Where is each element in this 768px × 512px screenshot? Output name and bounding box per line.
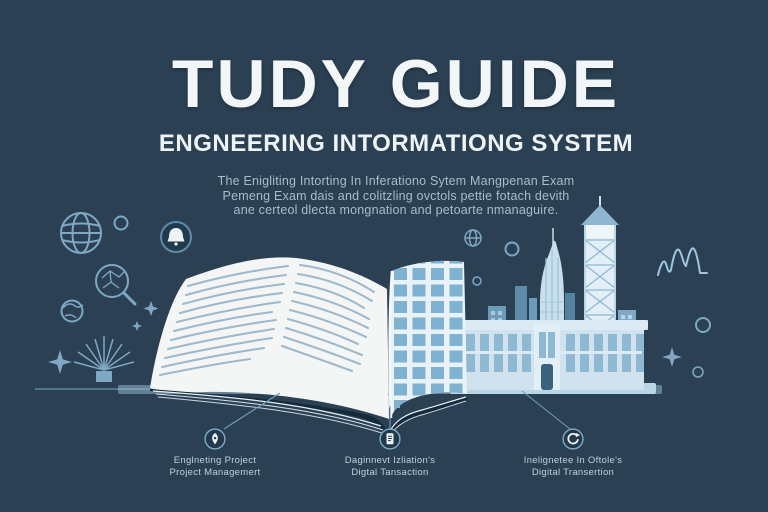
callout-label-line: Daginnevt Izliation's bbox=[344, 455, 436, 466]
ring-decoration bbox=[506, 243, 519, 256]
description-line: The Enigliting Intorting In Inferationo Sytem Mangpenan Exam bbox=[217, 174, 575, 188]
facade-building bbox=[456, 320, 648, 390]
sparkle-icon bbox=[48, 350, 72, 374]
line-graph-icon bbox=[658, 248, 707, 275]
bell-icon bbox=[161, 222, 191, 252]
callout-project-management bbox=[135, 428, 295, 478]
globe-icon bbox=[61, 213, 101, 253]
ring-decoration bbox=[693, 367, 703, 377]
callout-label-line: Digital Transertion bbox=[531, 466, 615, 478]
description-line: Pemeng Exam dais and colitzling ovctols pettie fotach devith bbox=[222, 188, 570, 203]
callout-label-line: Project Managemert bbox=[169, 466, 261, 478]
sparkle-icon bbox=[132, 321, 142, 331]
callout-label bbox=[135, 455, 295, 478]
magnifier-icon bbox=[96, 265, 135, 304]
description-line: ane certeol dlecta mongnation and petoarte nmanaguire. bbox=[233, 203, 559, 217]
refresh-icon bbox=[562, 428, 584, 450]
ring-decoration bbox=[473, 277, 481, 285]
callout-label bbox=[493, 455, 653, 478]
ring-decoration bbox=[115, 217, 128, 230]
document-icon bbox=[379, 428, 401, 450]
page-subtitle: ENGNEERING INTORMATIONG SYSTEM bbox=[158, 130, 634, 157]
globe-icon bbox=[465, 230, 481, 246]
earth-icon bbox=[62, 301, 84, 322]
rays-icon bbox=[74, 336, 134, 382]
open-book-illustration bbox=[150, 257, 467, 437]
callout-label-line: Digtal Tansaction bbox=[351, 466, 429, 478]
callout-label-line: Inelignetee In Oftole's bbox=[523, 455, 623, 466]
ring-decoration bbox=[696, 318, 710, 332]
callout-label-line: Englneting Project bbox=[173, 455, 257, 466]
sparkle-icon bbox=[662, 347, 682, 367]
page-title: TUDY GUIDE bbox=[171, 46, 621, 122]
description-paragraph bbox=[161, 174, 631, 218]
header bbox=[12, 46, 768, 218]
sparkle-icon bbox=[144, 301, 159, 316]
callout-digital-transaction bbox=[310, 428, 470, 478]
pen-icon bbox=[204, 428, 226, 450]
callout-digital-transertion bbox=[493, 428, 653, 478]
callout-label bbox=[310, 455, 470, 478]
